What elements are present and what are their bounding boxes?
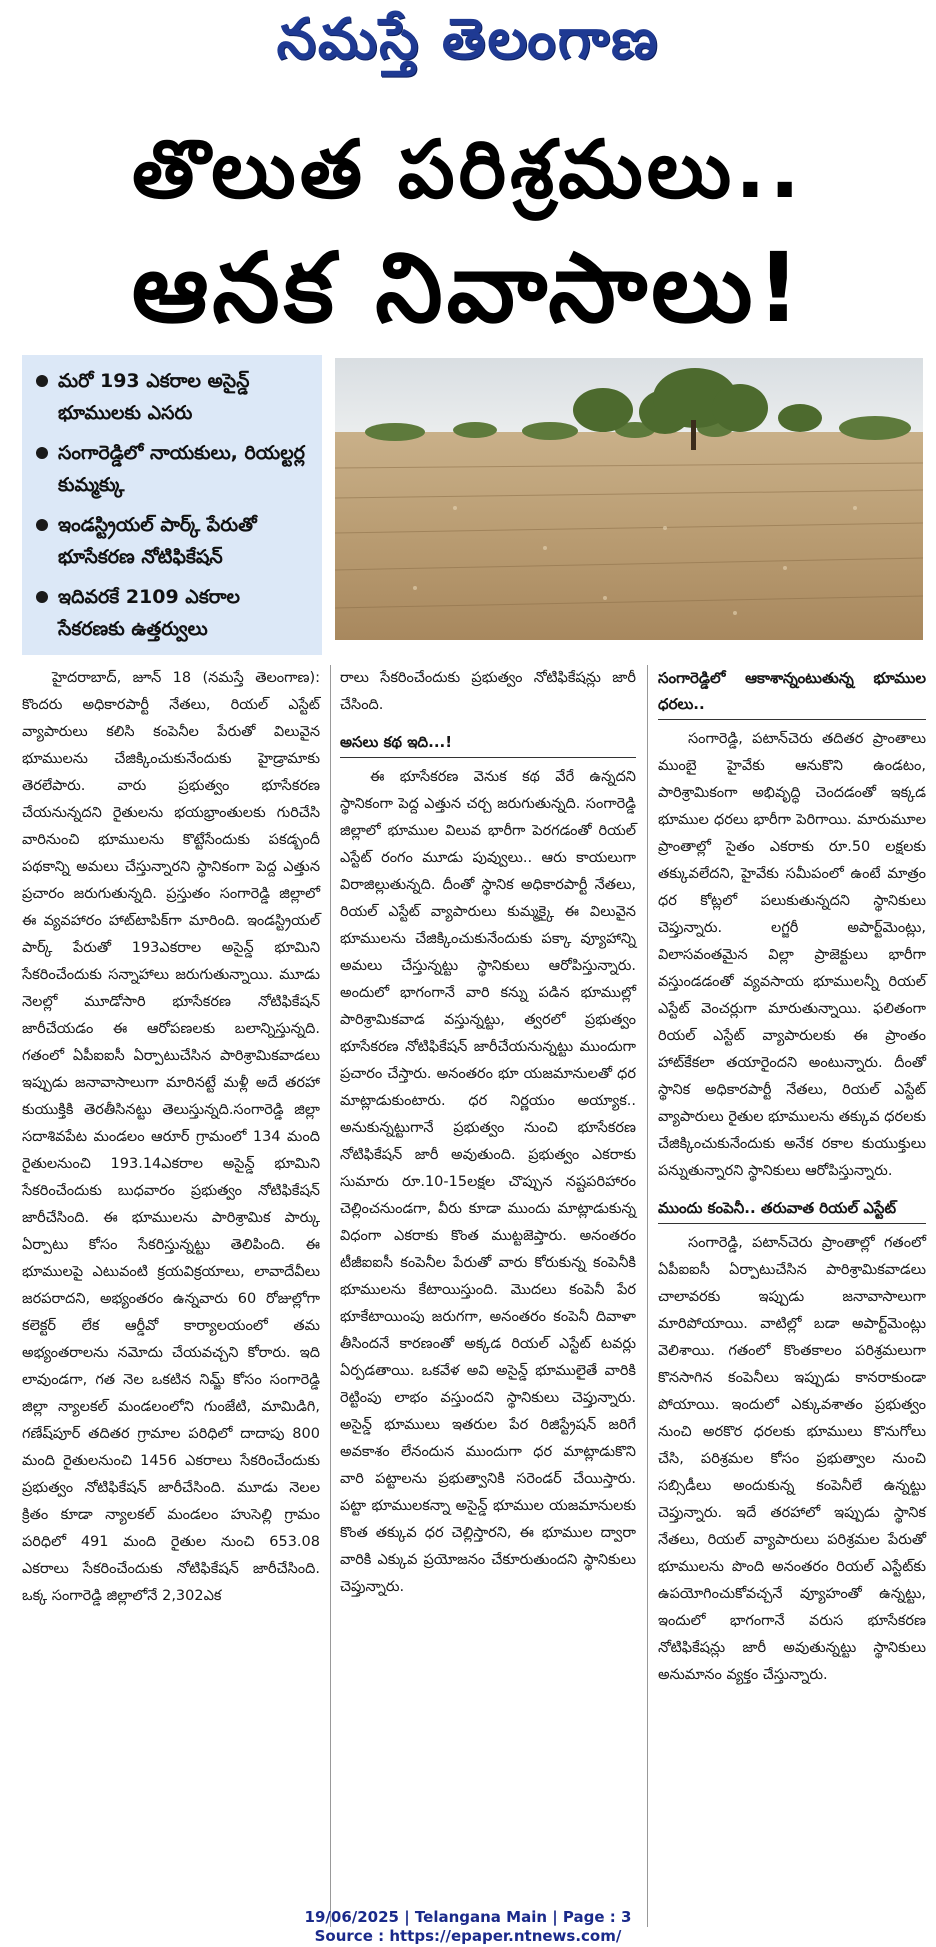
highlights-box	[22, 355, 322, 655]
column-divider	[647, 665, 648, 1927]
highlight-text: ఇండస్ట్రియల్ పార్క్ పేరుతో భూసేకరణ నోటిఫికేషన్	[58, 514, 257, 568]
dry-field-photo	[335, 358, 923, 640]
highlight-text: సంగారెడ్డిలో నాయకులు, రియల్టర్ల కుమ్మక్కు	[58, 442, 305, 496]
page-footer	[0, 1908, 936, 1946]
highlight-item	[34, 581, 312, 645]
highlight-text: మరో 193 ఎకరాల అసైన్డ్ భూములకు ఎసరు	[58, 370, 250, 424]
column-divider	[330, 665, 331, 1927]
article-column-3	[658, 665, 926, 1693]
article-paragraph: సంగారెడ్డి, పటాన్‌చెరు ప్రాంతాల్లో గతంలో ఏపీఐఐసీ ఏర్పాటుచేసిన పారిశ్రామికవాడలు చాలావరకు ఇప్పుడు జనావాసాలుగా మారిపోయాయి. వాటిల్లో బడా అపార్ట్‌మెంట్లు వెలిశాయి. గతంలో కొంతకాలం పరిశ్రమలుగా కొనసాగిన కంపెనీలు ఇప్పుడు కానరాకుండా పోయాయి. ఇందులో ఎక్కువశాతం ప్రభుత్వం నుంచి అరకొర ధరలకు భూములు కొనుగోలు చేసి, పరిశ్రమల కోసం ప్రభుత్వాల నుంచి సబ్సిడీలు అందుకున్న కంపెనీలే ఉన్నట్టు చెప్తున్నారు. ఇదే తరహాలో ఇప్పుడు స్థానిక నేతలు, రియల్ వ్యాపారులు పరిశ్రమల పేరుతో భూములను పొంది అనంతరం రియల్ ఎస్టేట్‌కు ఉపయోగించుకోవచ్చనే వ్యూహంతో ఉన్నట్టు, ఇందులో భాగంగానే వరుస భూసేకరణ నోటిఫికేషన్లు జారీ అవుతున్నట్టు స్థానికులు అనుమానం వ్యక్తం చేస్తున్నారు.	[658, 1235, 926, 1683]
bullet-icon	[36, 519, 48, 531]
section-subhead: అసలు కథ ఇది...!	[340, 729, 636, 758]
bullet-icon	[36, 591, 48, 603]
article-column-1	[22, 665, 320, 1614]
highlight-text: ఇదివరకే 2109 ఎకరాల సేకరణకు ఉత్తర్వులు	[58, 586, 241, 640]
article-column-2	[340, 665, 636, 1605]
footer-date-line: 19/06/2025 | Telangana Main | Page : 3	[304, 1908, 632, 1926]
highlight-item	[34, 509, 312, 573]
article-paragraph: సంగారెడ్డి, పటాన్‌చెరు తదితర ప్రాంతాలు ముంబై హైవేకు ఆనుకొని ఉండటం, పారిశ్రామికంగా అభివృద్ధి చెందడంతో ఇక్కడ భూముల ధరలు భారీగా పెరిగాయి. మారుమూల ప్రాంతాల్లో సైతం ఎకరాకు రూ.50 లక్షలకు తక్కువలేదని, హైవేకు సమీపంలో ఉంటే మాత్రం ధర కోట్లలో పలుకుతున్నదని స్థానికులు చెప్తున్నారు. లగ్జరీ అపార్ట్‌మెంట్లు, విలాసవంతమైన విల్లా ప్రాజెక్టులు భారీగా వస్తుండడంతో వ్యవసాయ భూములన్నీ రియల్ ఎస్టేట్ వెంచర్లుగా మారుతున్నాయి. ఫలితంగా రియల్ ఎస్టేట్ వ్యాపారులకు ఈ ప్రాంతం హాట్‌కేకలా తయారైందని అంటున్నారు. దీంతో స్థానిక అధికారపార్టీ నేతలు, రియల్ ఎస్టేట్ వ్యాపారులు రైతుల భూములను తక్కువ ధరలకు చేజిక్కించుకునేందుకు అనేక రకాల కుయుక్తులు పన్నుతున్నారని స్థానికులు ఆరోపిస్తున్నారు.	[658, 731, 926, 1179]
footer-source-line: Source : https://epaper.ntnews.com/	[314, 1927, 622, 1945]
headline-line-2: ఆనక నివాసాలు!	[131, 232, 805, 344]
masthead-logo: నమస్తే తెలంగాణ	[276, 6, 660, 72]
headline-line-1: తొలుత పరిశ్రమలు..	[132, 123, 804, 216]
section-subhead: సంగారెడ్డిలో ఆకాశాన్నంటుతున్న భూముల ధరలు..	[658, 665, 926, 720]
bullet-icon	[36, 375, 48, 387]
article-paragraph: రాలు సేకరించేందుకు ప్రభుత్వం నోటిఫికేషన్లు జారీ చేసింది.	[340, 670, 636, 713]
bullet-icon	[36, 447, 48, 459]
highlight-item	[34, 437, 312, 501]
highlight-item	[34, 365, 312, 429]
article-paragraph: హైదరాబాద్, జూన్ 18 (నమస్తే తెలంగాణ): కొందరు అధికారపార్టీ నేతలు, రియల్ ఎస్టేట్ వ్యాపారులు కలిసి కంపెనీల పేరుతో విలువైన భూములను చేజిక్కించుకునేందుకు హైడ్రామాకు తెరలేపారు. వారు ప్రభుత్వం భూసేకరణ చేయనున్నదని రైతులను భయభ్రాంతులకు గురిచేసి వారినుంచి భూములను కొట్టేసేందుకు పకడ్బందీ పథకాన్ని అమలు చేస్తున్నారని స్థానికంగా పెద్ద ఎత్తున ప్రచారం జరుగుతున్నది. ప్రస్తుతం సంగారెడ్డి జిల్లాలో ఈ వ్యవహారం హాట్‌టాపిక్‌గా మారింది. ఇండస్ట్రియల్ పార్క్ పేరుతో 193ఎకరాల అసైన్డ్ భూమిని సేకరించేందుకు సన్నాహాలు జరుగుతున్నాయి. మూడు నెలల్లో మూడోసారి భూసేకరణ నోటిఫికేషన్ జారీచేయడం ఈ ఆరోపణలకు బలాన్నిస్తున్నది. గతంలో ఏపీఐఐసీ ఏర్పాటుచేసిన పారిశ్రామికవాడలు ఇప్పుడు జనావాసాలుగా మారినట్టే మళ్లీ అదే తరహా కుయుక్తికి తెరతీసినట్టు తెలుస్తున్నది.సంగారెడ్డి జిల్లా సదాశివపేట మండలం ఆరూర్ గ్రామంలో 134 మంది రైతులనుంచి 193.14ఎకరాల అసైన్డ్ భూమిని సేకరించేందుకు బుధవారం ప్రభుత్వం నోటిఫికేషన్ జారీచేసింది. ఈ భూములను పారిశ్రామిక పార్కు ఏర్పాటు కోసం సేకరిస్తున్నట్టు తెలిపింది. ఈ భూములపై ఎటువంటి క్రయవిక్రయాలు, లావాదేవీలు జరపరాదని, అభ్యంతరం ఉన్నవారు 60 రోజుల్లోగా కలెక్టర్ లేక ఆర్డీవో కార్యాలయంలో తమ అభ్యంతరాలను నమోదు చేయవచ్చని కోరారు. ఇది లావుండగా, గత నెల ఒకటిన నిమ్జ్ కోసం సంగారెడ్డి జిల్లా న్యాలకల్ మండలంలోని గుంజేటి, మామిడిగి, గణేష్‌పూర్ తదితర గ్రామాల పరిధిలో దాదాపు 800 మంది రైతులనుంచి 1456 ఎకరాలు సేకరించేందుకు ప్రభుత్వం నోటిఫికేషన్ జారీచేసింది. మూడు నెలల క్రితం కూడా న్యాలకల్ మండలం హుసెల్లి గ్రామం పరిధిలో 491 మంది రైతుల నుంచి 653.08 ఎకరాలు సేకరించేందుకు నోటిఫికేషన్ జారీచేసింది. ఒక్క సంగారెడ్డి జిల్లాలోనే 2,302ఎక	[22, 670, 320, 1604]
newspaper-masthead	[0, 0, 936, 92]
article-paragraph: ఈ భూసేకరణ వెనుక కథ వేరే ఉన్నదని స్థానికంగా పెద్ద ఎత్తున చర్చ జరుగుతున్నది. సంగారెడ్డి జిల్లాలో భూముల విలువ భారీగా పెరగడంతో రియల్ ఎస్టేట్ రంగం మూడు పువ్వులు.. ఆరు కాయలుగా విరాజిల్లుతున్నది. దీంతో స్థానిక అధికారపార్టీ నేతలు, రియల్ ఎస్టేట్ వ్యాపారులు కుమ్మక్కై ఈ విలువైన భూములను చేజిక్కించుకునేందుకు పక్కా వ్యూహాన్ని అమలు చేస్తున్నట్టు స్థానికులు ఆరోపిస్తున్నారు. అందులో భాగంగానే వారి కన్ను పడిన భూముల్లో పారిశ్రామికవాడ వస్తున్నట్టు, త్వరలో ప్రభుత్వం భూసేకరణ నోటిఫికేషన్ జారీచేయనున్నట్టు ముందుగా ప్రచారం చేస్తారు. అనంతరం భూ యజమానులతో ధర మాట్లాడుకుంటారు. ధర నిర్ణయం అయ్యాక.. అనుకున్నట్టుగానే ప్రభుత్వం నుంచి భూసేకరణ నోటిఫికేషన్ జారీ అవుతుంది. ప్రభుత్వం ఎకరాకు సుమారు రూ.10-15లక్షల చొప్పున నష్టపరిహారం చెల్లించనుండగా, వీరు కూడా ముందు మాట్లాడుకున్న విధంగా ఎకరాకు కొంత ముట్టజెప్తారు. అనంతరం టీజీఐఐసీ కంపెనీల పేరుతో వారు కోరుకున్న కంపెనీకి భూములను కేటాయిస్తుంది. మొదలు కంపెనీ పేర భూకేటాయింపు జరుగగా, అనంతరం కంపెనీ దివాళా తీసిందనే కారణంతో అక్కడ రియల్ ఎస్టేట్ టవర్లు ఏర్పడతాయి. ఒకవేళ అవి అసైన్డ్ భూములైతే వారికి రెట్టింపు లాభం వస్తుందని స్థానికులు చెప్తున్నారు. అసైన్డ్ భూములు ఇతరుల పేర రిజిస్ట్రేషన్ జరిగే అవకాశం లేనందున ముందుగా ధర మాట్లాడుకొని వారి పట్టాలను ప్రభుత్వానికి సరెండర్ చేయిస్తారు. పట్టా భూములకన్నా అసైన్డ్ భూముల యజమానులకు కొంత తక్కువ ధర చెల్లిస్తారని, ఈ భూముల ద్వారా వారికి ఎక్కువ ప్రయోజనం చేకూరుతుందని స్థానికులు చెప్తున్నారు.	[340, 769, 636, 1595]
section-subhead: ముందు కంపెనీ.. తరువాత రియల్ ఎస్టేట్	[658, 1195, 926, 1224]
